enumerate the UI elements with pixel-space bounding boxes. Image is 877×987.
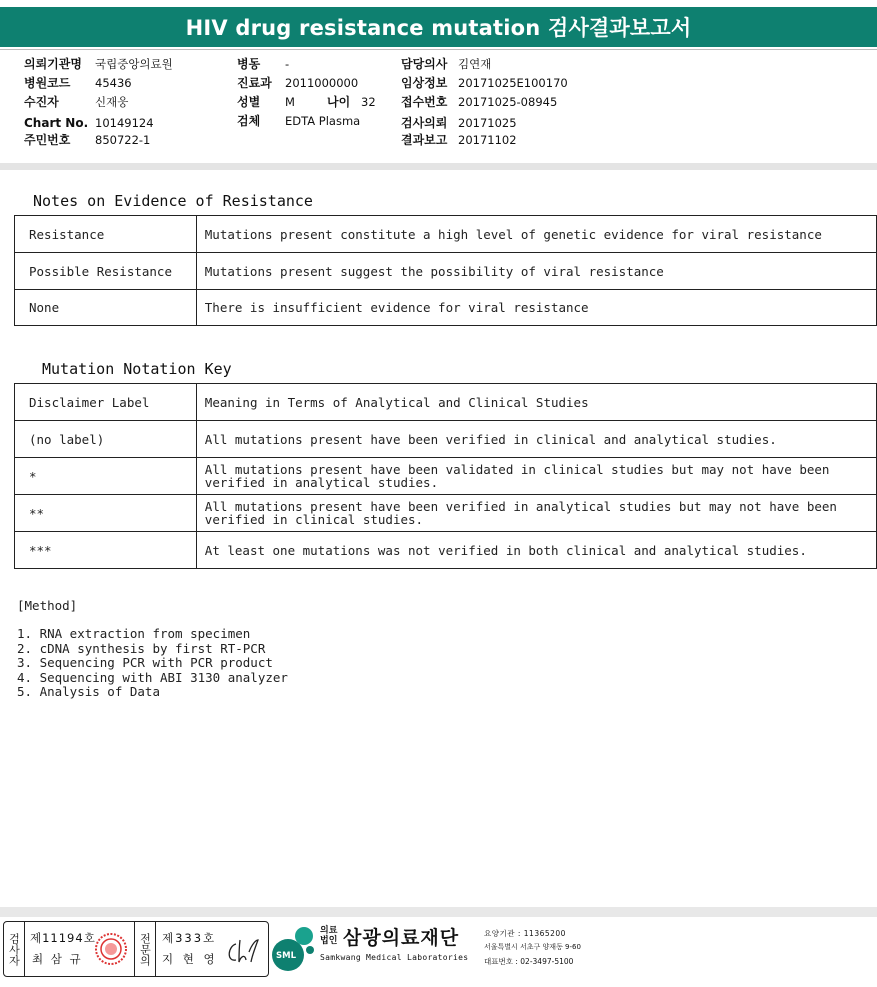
clinical-info-value: 20171025E100170 (458, 76, 568, 90)
specialist-name: 지 현 영 (162, 952, 218, 966)
inspector-seal-icon (94, 932, 128, 966)
org-name: 삼광의료재단 (343, 927, 460, 949)
inspector-label: 검사자 (4, 922, 25, 976)
table-row (15, 532, 877, 569)
resident-no-value: 850722-1 (95, 133, 151, 147)
specialist-license: 제333호 (162, 931, 217, 945)
evidence-text: Mutations present constitute a high level of genetic evidence for viral resistance (196, 216, 876, 253)
inspector-name: 최 삼 규 (32, 952, 83, 966)
age-value: 32 (361, 95, 376, 109)
field-ward: 병동 (237, 57, 261, 71)
list-item: 5. Analysis of Data (17, 684, 160, 700)
table-row (15, 384, 877, 421)
org-phone: 대표번호 : 02-3497-5100 (484, 957, 574, 966)
notation-section-title: Mutation Notation Key (42, 360, 232, 378)
evidence-label: Possible Resistance (15, 253, 197, 290)
evidence-table (14, 215, 877, 326)
header-divider (0, 163, 877, 170)
list-item: 4. Sequencing with ABI 3130 analyzer (17, 669, 288, 685)
specialist-label: 전문의 (134, 922, 156, 976)
method-title: [Method] (17, 598, 78, 613)
signature-icon (222, 934, 262, 968)
evidence-label: Resistance (15, 216, 197, 253)
chart-no-value: 10149124 (95, 116, 154, 130)
list-item: 1. RNA extraction from specimen (17, 626, 251, 641)
notation-text: At least one mutations was not verified in both clinical and analytical studies. (196, 532, 876, 569)
request-date-value: 20171025 (458, 116, 517, 130)
org-code: 요양기관 : 11365200 (484, 929, 566, 938)
corp-type: 의료 법인 (320, 926, 338, 946)
sml-logo-icon (270, 924, 320, 974)
notation-text: Meaning in Terms of Analytical and Clinical Studies (196, 384, 876, 421)
org-name-en: Samkwang Medical Laboratories (320, 953, 469, 962)
signature-box (3, 921, 269, 977)
table-row (15, 458, 877, 495)
field-physician: 담당의사 (401, 57, 448, 71)
specimen-value: EDTA Plasma (285, 114, 361, 128)
sex-value: M (285, 95, 295, 109)
field-clinical-info: 임상정보 (401, 76, 448, 90)
notation-label: *** (15, 532, 197, 569)
divider (0, 49, 877, 50)
footer-divider (0, 907, 877, 917)
report-title: HIV drug resistance mutation 검사결과보고서 (0, 7, 877, 47)
field-receipt-no: 접수번호 (401, 95, 448, 109)
evidence-text: Mutations present suggest the possibility of viral resistance (196, 253, 876, 290)
notation-text: All mutations present have been verified in analytical studies but may not have been verified in clinical studies. (196, 495, 876, 532)
field-age: 나이 (327, 95, 351, 109)
dept-value: 2011000000 (285, 76, 359, 90)
list-item: 2. cDNA synthesis by first RT-PCR (17, 640, 266, 656)
hospital-code-value: 45436 (95, 76, 132, 90)
field-chart-no: Chart No. (24, 116, 89, 130)
ward-value: - (285, 57, 290, 71)
evidence-text: There is insufficient evidence for viral resistance (196, 290, 876, 326)
list-item: 3. Sequencing PCR with PCR product (17, 655, 273, 671)
evidence-section-title: Notes on Evidence of Resistance (33, 192, 313, 210)
field-hospital-code: 병원코드 (24, 76, 71, 90)
field-request-date: 검사의뢰 (401, 116, 448, 130)
inspector-license: 제11194호 (30, 931, 96, 945)
notation-text: All mutations present have been validated in clinical studies but may not have been verified in analytical studies. (196, 458, 876, 495)
table-row (15, 290, 877, 326)
field-sex: 성별 (237, 95, 261, 109)
table-row (15, 495, 877, 532)
notation-label: ** (15, 495, 197, 532)
notation-label: * (15, 458, 197, 495)
org-address: 서울특별시 서초구 양재동 9-60 (484, 943, 581, 951)
logo-abbrev: SML (276, 951, 296, 961)
notation-table (14, 383, 877, 569)
notation-label: Disclaimer Label (15, 384, 197, 421)
field-resident-no: 주민번호 (24, 133, 71, 147)
notation-text: All mutations present have been verified in clinical and analytical studies. (196, 421, 876, 458)
field-requester: 의뢰기관명 (24, 57, 82, 71)
notation-label: (no label) (15, 421, 197, 458)
evidence-label: None (15, 290, 197, 326)
field-report-date: 결과보고 (401, 133, 448, 147)
table-row (15, 421, 877, 458)
method-steps (17, 627, 288, 700)
requester-value: 국립중앙의료원 (95, 57, 173, 71)
physician-value: 김연재 (458, 57, 492, 71)
report-date-value: 20171102 (458, 133, 517, 147)
patient-name-value: 신재웅 (95, 95, 129, 109)
table-row (15, 216, 877, 253)
field-dept: 진료과 (237, 76, 272, 90)
field-specimen: 검체 (237, 114, 261, 128)
table-row (15, 253, 877, 290)
receipt-no-value: 20171025-08945 (458, 95, 558, 109)
field-patient-name: 수진자 (24, 95, 59, 109)
